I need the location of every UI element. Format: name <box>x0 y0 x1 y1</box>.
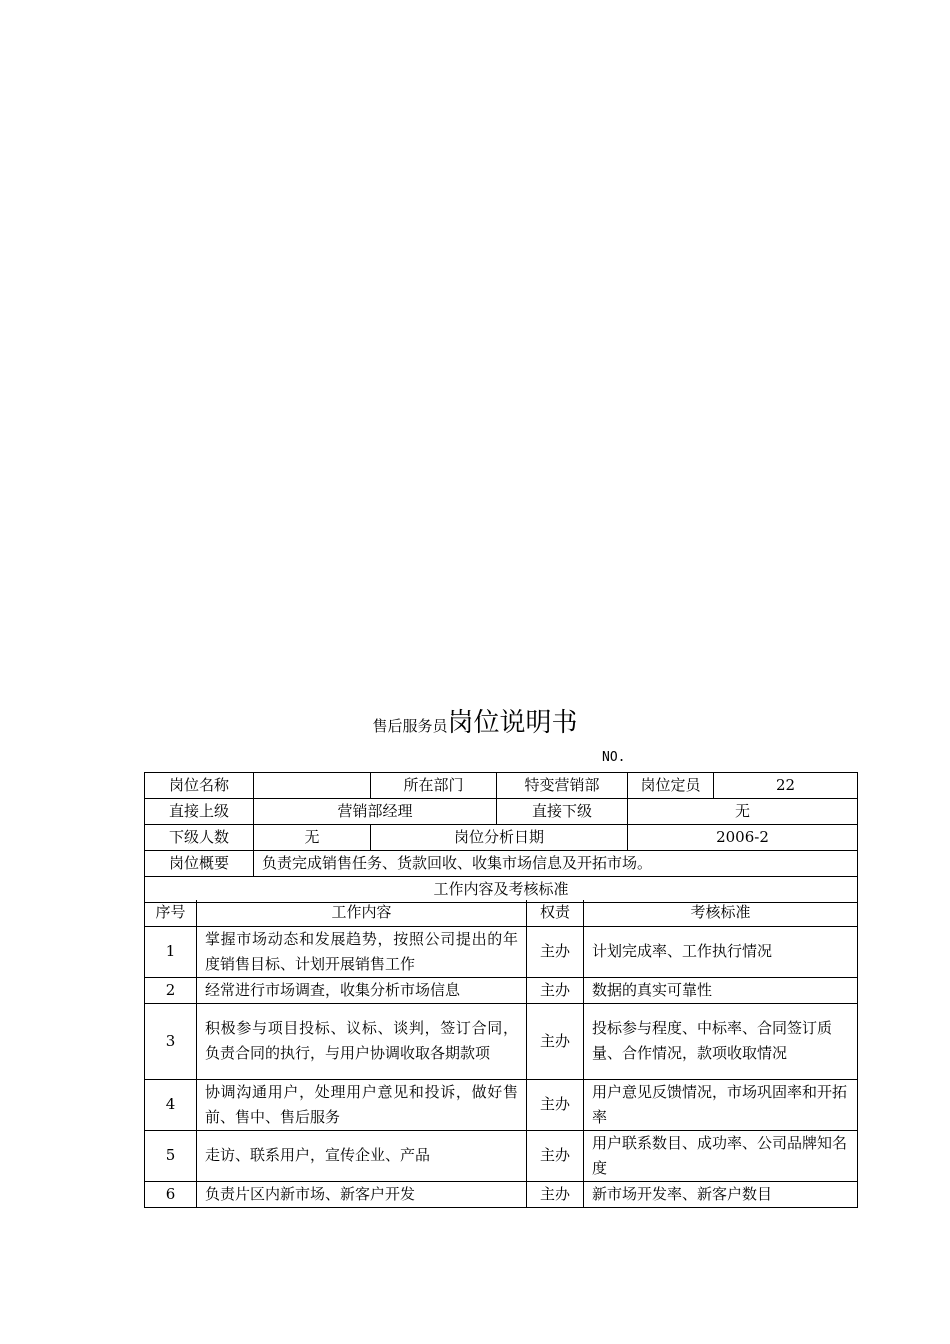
row-standard: 计划完成率、工作执行情况 <box>584 926 858 977</box>
department-value: 特变营销部 <box>497 773 628 799</box>
row-content: 积极参与项目投标、议标、谈判，签订合同，负责合同的执行，与用户协调收取各期款项 <box>197 1003 527 1079</box>
row-no: 5 <box>145 1130 197 1181</box>
row-standard: 用户意见反馈情况，市场巩固率和开拓率 <box>584 1079 858 1130</box>
subordinate-value: 无 <box>628 799 858 825</box>
row-no: 3 <box>145 1003 197 1079</box>
document-title <box>0 702 950 742</box>
table-row <box>145 1079 858 1130</box>
row-content: 负责片区内新市场、新客户开发 <box>197 1181 527 1207</box>
position-info-table <box>144 772 858 903</box>
row-role: 主办 <box>527 1003 584 1079</box>
info-row-2 <box>145 799 858 825</box>
sub-count-label: 下级人数 <box>145 825 254 851</box>
position-name-value <box>254 773 371 799</box>
info-row-1 <box>145 773 858 799</box>
row-no: 2 <box>145 977 197 1003</box>
row-standard: 用户联系数目、成功率、公司品牌知名度 <box>584 1130 858 1181</box>
header-no: 序号 <box>145 900 197 926</box>
analysis-date-value: 2006-2 <box>628 825 858 851</box>
row-role: 主办 <box>527 977 584 1003</box>
summary-label: 岗位概要 <box>145 851 254 877</box>
row-standard: 数据的真实可靠性 <box>584 977 858 1003</box>
table-row <box>145 1130 858 1181</box>
header-standard: 考核标准 <box>584 900 858 926</box>
sub-count-value: 无 <box>254 825 371 851</box>
header-role: 权责 <box>527 900 584 926</box>
info-row-3 <box>145 825 858 851</box>
row-role: 主办 <box>527 1079 584 1130</box>
subordinate-label: 直接下级 <box>497 799 628 825</box>
section-heading: 工作内容及考核标准 <box>145 877 858 903</box>
row-role: 主办 <box>527 926 584 977</box>
row-standard: 投标参与程度、中标率、合同签订质量、合作情况，款项收取情况 <box>584 1003 858 1079</box>
table-row <box>145 1003 858 1079</box>
title-main: 岗位说明书 <box>447 708 578 738</box>
table-row <box>145 926 858 977</box>
header-content: 工作内容 <box>197 900 527 926</box>
supervisor-label: 直接上级 <box>145 799 254 825</box>
row-no: 4 <box>145 1079 197 1130</box>
analysis-date-label: 岗位分析日期 <box>371 825 628 851</box>
row-content: 走访、联系用户，宣传企业、产品 <box>197 1130 527 1181</box>
row-no: 6 <box>145 1181 197 1207</box>
summary-value: 负责完成销售任务、货款回收、收集市场信息及开拓市场。 <box>254 851 858 877</box>
headcount-label: 岗位定员 <box>628 773 714 799</box>
supervisor-value: 营销部经理 <box>254 799 497 825</box>
row-content: 协调沟通用户，处理用户意见和投诉，做好售前、售中、售后服务 <box>197 1079 527 1130</box>
row-role: 主办 <box>527 1181 584 1207</box>
department-label: 所在部门 <box>371 773 497 799</box>
row-no: 1 <box>145 926 197 977</box>
table-row <box>145 977 858 1003</box>
row-standard: 新市场开发率、新客户数目 <box>584 1181 858 1207</box>
info-row-5 <box>145 877 858 903</box>
title-prefix: 售后服务员 <box>372 717 448 735</box>
row-role: 主办 <box>527 1130 584 1181</box>
position-name-label: 岗位名称 <box>145 773 254 799</box>
tasks-table <box>144 900 858 1208</box>
tasks-header-row <box>145 900 858 926</box>
row-content: 经常进行市场调查，收集分析市场信息 <box>197 977 527 1003</box>
table-row <box>145 1181 858 1207</box>
row-content: 掌握市场动态和发展趋势，按照公司提出的年度销售目标、计划开展销售工作 <box>197 926 527 977</box>
info-row-4 <box>145 851 858 877</box>
headcount-value: 22 <box>714 773 858 799</box>
document-number-label: NO. <box>602 750 626 765</box>
